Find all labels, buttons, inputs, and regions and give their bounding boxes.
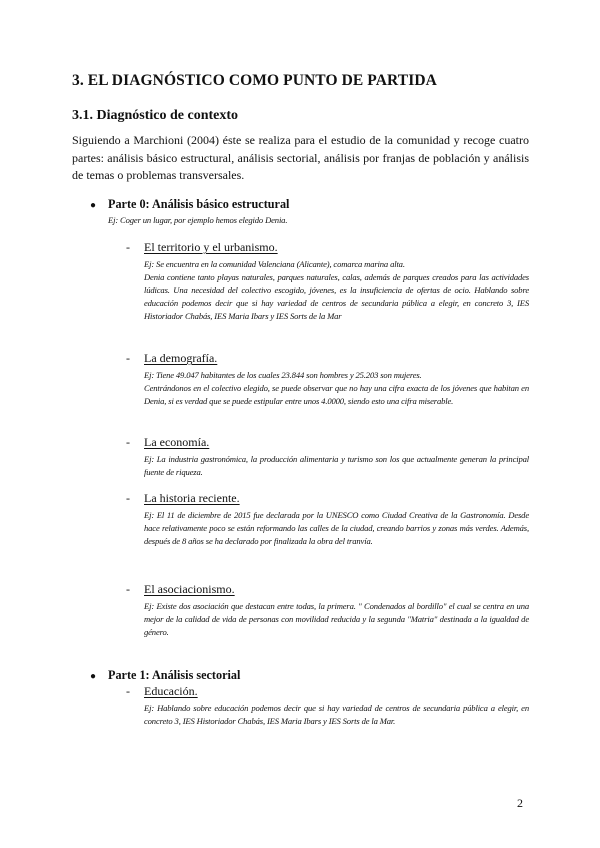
section-heading: 3. EL DIAGNÓSTICO COMO PUNTO DE PARTIDA xyxy=(72,72,437,89)
item-body xyxy=(144,600,529,639)
item-line: Ej: Hablando sobre educación podemos decir que si hay variedad de centros de secundaria pública a elegir, en concreto 3, IES Historiador Chabás, IES Maria Ibars y IES Sorts de la Mar. xyxy=(144,703,529,726)
item-title: La economía. xyxy=(144,435,210,449)
item-body xyxy=(144,702,529,728)
item-body xyxy=(144,453,529,479)
part0-heading xyxy=(90,197,289,212)
item-line: Ej: La industria gastronómica, la producción alimentaria y turismo son los que actualmente generan la principal fuente de riqueza. xyxy=(144,454,529,477)
item-line: Ej: Se encuentra en la comunidad Valenciana (Alicante), comarca marina alta. xyxy=(144,259,405,269)
item-body xyxy=(144,258,529,323)
part1-heading xyxy=(90,668,240,683)
item-line: Ej: El 11 de diciembre de 2015 fue declarada por la UNESCO como Ciudad Creativa de la Gastronomía. Desde hace relativamente poco se están reformando las calles de la ciudad, creando barrios y zonas más verdes. Además, después de 8 años se ha declarado por finalizada la obra del tranvía. xyxy=(144,510,529,546)
subsection-heading: 3.1. Diagnóstico de contexto xyxy=(72,108,239,123)
item-title: Educación. xyxy=(144,684,198,698)
dash-marker: - xyxy=(126,582,130,596)
part1-title: Parte 1: Análisis sectorial xyxy=(108,668,241,682)
intro-paragraph: Siguiendo a Marchioni (2004) éste se realiza para el estudio de la comunidad y recoge cuatro partes: análisis básico estructural, análisis sectorial, análisis por franjas de población y análisis de temas o problemas transversales. xyxy=(72,133,529,182)
page-number: 2 xyxy=(517,796,523,810)
item-title: La demografía. xyxy=(144,351,218,365)
bullet-icon: ● xyxy=(90,200,97,211)
part0-example: Ej: Coger un lugar, por ejemplo hemos elegido Denia. xyxy=(108,215,288,225)
dash-marker: - xyxy=(126,491,130,505)
item-body xyxy=(144,369,529,408)
item-title: La historia reciente. xyxy=(144,491,240,505)
item-line: Ej: Existe dos asociación que destacan entre todas, la primera. " Condenados al bordillo" el cual se centra en una mejor de la calidad de vida de personas con movilidad reducida y la segunda "Matria" destinada a la igualdad de género. xyxy=(144,601,529,637)
item-line: Ej: Tiene 49.047 habitantes de los cuales 23.844 son hombres y 25.203 son mujeres. xyxy=(144,370,422,380)
item-line: Denia contiene tanto playas naturales, parques naturales, calas, además de parques creados para las actividades lúdicas. Una necesidad del colectivo escogido, jóvenes, es la insuficiencia de ofertas de ocio. Hablando sobre educación podemos decir que si hay variedad de centros de secundaria pública a elegir, en concreto 3, IES Historiador Chabás, IES Maria Ibars y IES Sorts de la Mar xyxy=(144,272,529,321)
dash-marker: - xyxy=(126,351,130,365)
dash-marker: - xyxy=(126,684,130,698)
bullet-icon: ● xyxy=(90,671,97,682)
part0-title: Parte 0: Análisis básico estructural xyxy=(108,197,290,211)
item-body xyxy=(144,509,529,548)
item-line: Centrándonos en el colectivo elegido, se puede observar que no hay una cifra exacta de los jóvenes que habitan en Denia, si es verdad que se puede estipular entre unos 4.0000, siendo esto una cifra miserable. xyxy=(144,383,529,406)
dash-marker: - xyxy=(126,240,130,254)
item-title: El territorio y el urbanismo. xyxy=(144,240,278,254)
item-title: El asociacionismo. xyxy=(144,582,235,596)
dash-marker: - xyxy=(126,435,130,449)
